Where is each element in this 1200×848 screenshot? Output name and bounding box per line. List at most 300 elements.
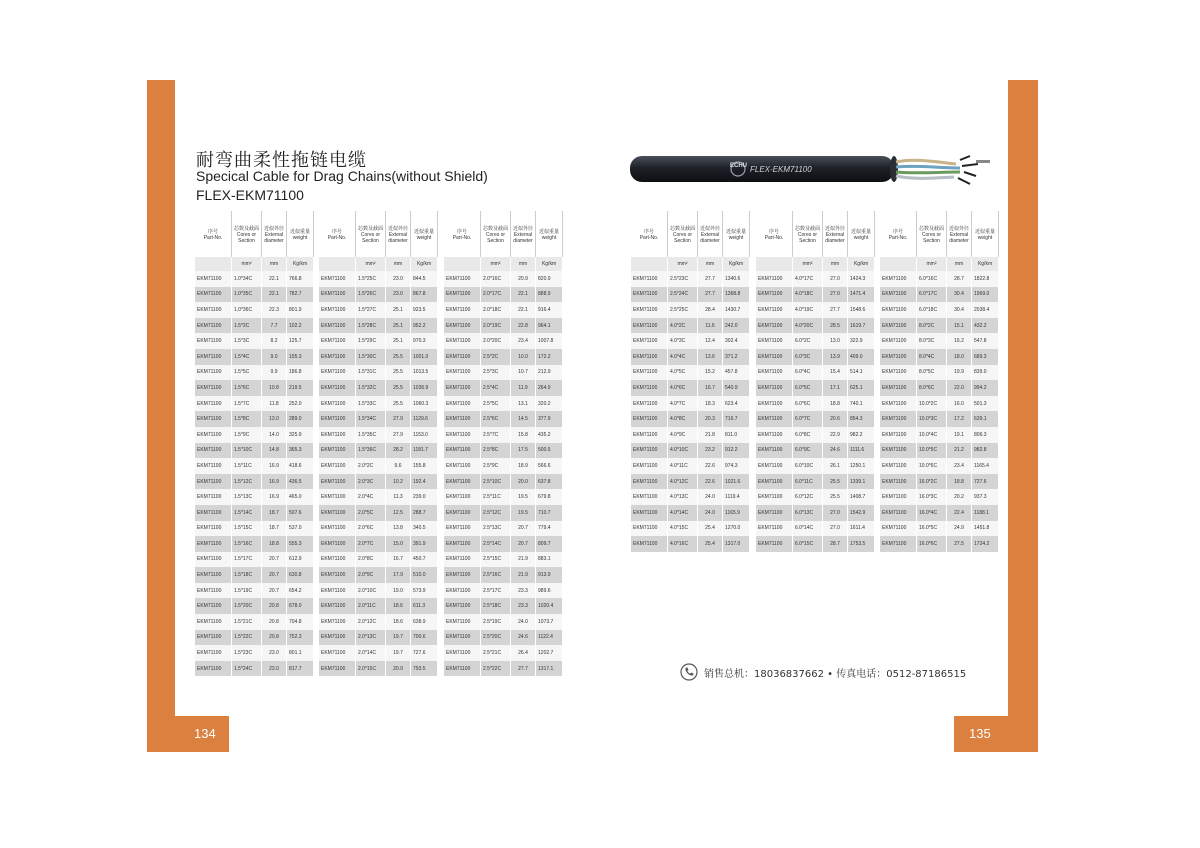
table-cell: 1471.4 bbox=[848, 287, 875, 303]
table-cell: EKM71100 bbox=[195, 287, 232, 303]
table-row bbox=[756, 318, 875, 334]
table-cell: 1.5*7C bbox=[232, 396, 262, 412]
table-cell: EKM71100 bbox=[319, 567, 356, 583]
table-cell: EKM71100 bbox=[195, 614, 232, 630]
table-cell: 2.5*13C bbox=[481, 521, 511, 537]
header-text: Section bbox=[799, 237, 816, 244]
table-cell: 172.2 bbox=[536, 349, 563, 365]
table-cell: 1.5*9C bbox=[232, 427, 262, 443]
table-cell: 6.0*2C bbox=[793, 333, 823, 349]
table-cell: 409.0 bbox=[848, 349, 875, 365]
table-cell: 16.0*2C bbox=[917, 474, 947, 490]
table-header-row bbox=[319, 211, 438, 257]
table-cell: 22.1 bbox=[511, 302, 536, 318]
table-cell: 6.0*15C bbox=[793, 536, 823, 552]
table-cell: 4.0*9C bbox=[668, 427, 698, 443]
table-cell: 27.7 bbox=[698, 287, 723, 303]
table-row bbox=[195, 614, 314, 630]
table-cell: 1122.4 bbox=[536, 630, 563, 646]
units-cell-blank bbox=[756, 257, 793, 271]
header-text: Section bbox=[487, 237, 504, 244]
table-cell: 27.0 bbox=[823, 521, 848, 537]
table-cell: 9.9 bbox=[262, 365, 287, 381]
table-cell: 25.5 bbox=[386, 396, 411, 412]
table-row bbox=[444, 333, 563, 349]
table-cell: 2.5*11C bbox=[481, 489, 511, 505]
table-cell: 2.5*21C bbox=[481, 645, 511, 661]
table-cell: EKM71100 bbox=[631, 505, 668, 521]
table-cell: 1.5*26C bbox=[356, 287, 386, 303]
table-row bbox=[444, 271, 563, 287]
table-row bbox=[195, 302, 314, 318]
table-cell: 377.9 bbox=[536, 411, 563, 427]
header-cell-col3 bbox=[723, 211, 750, 257]
table-cell: 1.5*36C bbox=[356, 443, 386, 459]
header-cell-col0 bbox=[444, 211, 481, 257]
table-cell: EKM71100 bbox=[880, 427, 917, 443]
table-row bbox=[631, 302, 750, 318]
table-cell: 17.9 bbox=[386, 567, 411, 583]
table-row bbox=[756, 521, 875, 537]
header-text: Part-No. bbox=[203, 234, 223, 241]
table-cell: EKM71100 bbox=[631, 380, 668, 396]
table-cell: EKM71100 bbox=[195, 380, 232, 396]
table-cell: EKM71100 bbox=[195, 536, 232, 552]
table-row bbox=[756, 489, 875, 505]
header-text: diameter bbox=[264, 237, 284, 244]
table-cell: 20.8 bbox=[262, 630, 287, 646]
table-cell: 1.0*35C bbox=[232, 287, 262, 303]
table-cell: 16.0*4C bbox=[917, 505, 947, 521]
table-cell: 19.5 bbox=[511, 505, 536, 521]
table-cell: 11.6 bbox=[698, 318, 723, 334]
table-cell: EKM71100 bbox=[756, 380, 793, 396]
table-cell: 510.0 bbox=[411, 567, 438, 583]
table-cell: EKM71100 bbox=[880, 396, 917, 412]
header-cell-col3 bbox=[411, 211, 438, 257]
table-cell: 6.0*14C bbox=[793, 521, 823, 537]
table-cell: 811.0 bbox=[723, 427, 750, 443]
spec-table-3 bbox=[444, 211, 563, 676]
table-cell: 654.2 bbox=[287, 583, 314, 599]
table-cell: EKM71100 bbox=[444, 630, 481, 646]
header-text: Cores or bbox=[797, 231, 818, 238]
table-cell: 264.9 bbox=[536, 380, 563, 396]
table-cell: 2.0*20C bbox=[481, 333, 511, 349]
table-cell: 1001.0 bbox=[411, 349, 438, 365]
table-cell: EKM71100 bbox=[195, 349, 232, 365]
table-row bbox=[195, 396, 314, 412]
table-cell: 1.5*25C bbox=[356, 271, 386, 287]
table-cell: 6.0*3C bbox=[793, 349, 823, 365]
table-cell: 2.0*13C bbox=[356, 630, 386, 646]
table-row bbox=[195, 318, 314, 334]
table-cell: 1250.1 bbox=[848, 458, 875, 474]
table-cell: EKM71100 bbox=[444, 380, 481, 396]
table-row bbox=[756, 287, 875, 303]
table-cell: 20.3 bbox=[698, 411, 723, 427]
table-cell: 20.7 bbox=[511, 521, 536, 537]
table-cell: 288.7 bbox=[411, 505, 438, 521]
header-text: 序号 bbox=[207, 228, 218, 235]
header-text: External bbox=[949, 231, 969, 238]
header-text: Cores or bbox=[236, 231, 257, 238]
header-text: 近似重量 bbox=[726, 228, 747, 235]
table-cell: 4.0*7C bbox=[668, 396, 698, 412]
table-cell: EKM71100 bbox=[195, 630, 232, 646]
table-row bbox=[195, 645, 314, 661]
table-cell: 2.5*3C bbox=[481, 365, 511, 381]
table-cell: 6.0*9C bbox=[793, 443, 823, 459]
table-cell: 16.0*6C bbox=[917, 536, 947, 552]
table-cell: 2.5*8C bbox=[481, 443, 511, 459]
table-cell: 20.6 bbox=[823, 411, 848, 427]
table-cell: 23.0 bbox=[386, 271, 411, 287]
table-row bbox=[444, 536, 563, 552]
table-row bbox=[319, 645, 438, 661]
table-cell: 11.3 bbox=[386, 489, 411, 505]
table-row bbox=[444, 614, 563, 630]
header-text: weight bbox=[416, 234, 432, 241]
table-row bbox=[444, 630, 563, 646]
table-cell: 17.2 bbox=[947, 411, 972, 427]
table-cell: EKM71100 bbox=[756, 333, 793, 349]
header-text: External bbox=[513, 231, 533, 238]
table-row bbox=[880, 271, 999, 287]
table-cell: 15.2 bbox=[698, 365, 723, 381]
table-cell: 500.5 bbox=[536, 443, 563, 459]
units-cell: mm² bbox=[356, 257, 386, 271]
table-cell: 1.5*34C bbox=[356, 411, 386, 427]
table-cell: EKM71100 bbox=[319, 505, 356, 521]
header-text: Section bbox=[238, 237, 255, 244]
table-cell: 21.2 bbox=[947, 443, 972, 459]
table-cell: 2.0*12C bbox=[356, 614, 386, 630]
table-cell: 27.9 bbox=[386, 411, 411, 427]
header-text: 序号 bbox=[643, 228, 654, 235]
table-cell: 1.5*32C bbox=[356, 380, 386, 396]
table-cell: EKM71100 bbox=[444, 427, 481, 443]
table-cell: 2.0*8C bbox=[356, 552, 386, 568]
table-row bbox=[880, 302, 999, 318]
table-cell: 8.2 bbox=[262, 333, 287, 349]
table-cell: 1.5*5C bbox=[232, 365, 262, 381]
table-row bbox=[880, 349, 999, 365]
header-cell-col3 bbox=[536, 211, 563, 257]
table-cell: 212.9 bbox=[536, 365, 563, 381]
table-row bbox=[319, 318, 438, 334]
table-cell: 1.5*35C bbox=[356, 427, 386, 443]
table-cell: 952.2 bbox=[411, 318, 438, 334]
table-cell: 10.0*3C bbox=[917, 411, 947, 427]
table-row bbox=[319, 287, 438, 303]
table-cell: 28.5 bbox=[823, 318, 848, 334]
table-cell: EKM71100 bbox=[880, 443, 917, 459]
units-cell: Kg/km bbox=[723, 257, 750, 271]
table-row bbox=[444, 349, 563, 365]
table-row bbox=[319, 505, 438, 521]
table-cell: EKM71100 bbox=[195, 318, 232, 334]
units-cell: mm bbox=[386, 257, 411, 271]
table-cell: EKM71100 bbox=[756, 521, 793, 537]
table-cell: 555.3 bbox=[287, 536, 314, 552]
table-cell: EKM71100 bbox=[880, 380, 917, 396]
table-cell: EKM71100 bbox=[319, 287, 356, 303]
table-row bbox=[880, 380, 999, 396]
table-cell: 2.0*9C bbox=[356, 567, 386, 583]
table-row bbox=[756, 458, 875, 474]
table-cell: EKM71100 bbox=[444, 333, 481, 349]
table-row bbox=[880, 458, 999, 474]
table-cell: 1.5*27C bbox=[356, 302, 386, 318]
table-cell: 2.0*16C bbox=[481, 271, 511, 287]
table-cell: 1188.1 bbox=[972, 505, 999, 521]
cable-image bbox=[626, 150, 996, 190]
table-cell: 1.5*6C bbox=[232, 380, 262, 396]
header-cell-col1 bbox=[232, 211, 262, 257]
table-cell: EKM71100 bbox=[631, 271, 668, 287]
table-cell: 15.4 bbox=[823, 365, 848, 381]
table-cell: 16.0*3C bbox=[917, 489, 947, 505]
header-cell-col0 bbox=[756, 211, 793, 257]
table-cell: 2.0*2C bbox=[356, 458, 386, 474]
header-text: 芯数及截面 bbox=[919, 225, 945, 232]
table-cell: 793.5 bbox=[411, 661, 438, 677]
table-cell: EKM71100 bbox=[444, 396, 481, 412]
table-cell: 4.0*8C bbox=[668, 411, 698, 427]
table-cell: 4.0*18C bbox=[793, 287, 823, 303]
table-cell: 1.5*2C bbox=[232, 318, 262, 334]
table-cell: 1111.6 bbox=[848, 443, 875, 459]
table-cell: 1270.0 bbox=[723, 521, 750, 537]
table-cell: EKM71100 bbox=[319, 396, 356, 412]
spec-table-2 bbox=[319, 211, 438, 676]
table-cell: EKM71100 bbox=[756, 349, 793, 365]
table-cell: 27.0 bbox=[823, 271, 848, 287]
table-cell: EKM71100 bbox=[880, 349, 917, 365]
table-cell: 22.1 bbox=[511, 287, 536, 303]
header-cell-col2 bbox=[698, 211, 723, 257]
header-text: 芯数及截面 bbox=[483, 225, 509, 232]
table-cell: EKM71100 bbox=[195, 661, 232, 677]
header-cell-col1 bbox=[668, 211, 698, 257]
table-cell: 716.7 bbox=[723, 411, 750, 427]
table-cell: EKM71100 bbox=[444, 645, 481, 661]
table-cell: 21.9 bbox=[511, 552, 536, 568]
table-cell: EKM71100 bbox=[319, 614, 356, 630]
table-cell: 25.5 bbox=[823, 489, 848, 505]
table-cell: 18.8 bbox=[262, 536, 287, 552]
table-header-row bbox=[631, 211, 750, 257]
table-cell: 1202.7 bbox=[536, 645, 563, 661]
table-row bbox=[880, 287, 999, 303]
table-cell: 2.5*16C bbox=[481, 567, 511, 583]
table-row bbox=[756, 302, 875, 318]
table-cell: EKM71100 bbox=[756, 536, 793, 552]
header-cell-col0 bbox=[631, 211, 668, 257]
header-text: weight bbox=[541, 234, 557, 241]
table-row bbox=[195, 349, 314, 365]
table-cell: EKM71100 bbox=[880, 318, 917, 334]
table-cell: 13.0 bbox=[823, 333, 848, 349]
table-cell: 2.0*18C bbox=[481, 302, 511, 318]
table-cell: 15.8 bbox=[511, 427, 536, 443]
header-text: Part-No. bbox=[764, 234, 784, 241]
phone-icon bbox=[680, 663, 698, 681]
table-cell: 102.2 bbox=[287, 318, 314, 334]
table-cell: 2.5*25C bbox=[668, 302, 698, 318]
table-cell: EKM71100 bbox=[195, 645, 232, 661]
table-cell: 2.5*15C bbox=[481, 552, 511, 568]
table-cell: 8.0*2C bbox=[917, 318, 947, 334]
table-row bbox=[880, 396, 999, 412]
table-cell: 994.2 bbox=[972, 380, 999, 396]
table-row bbox=[319, 302, 438, 318]
table-cell: 4.0*15C bbox=[668, 521, 698, 537]
table-cell: 752.3 bbox=[287, 630, 314, 646]
header-text: External bbox=[264, 231, 284, 238]
header-cell-col2 bbox=[262, 211, 287, 257]
table-row bbox=[631, 474, 750, 490]
header-cell-col2 bbox=[947, 211, 972, 257]
table-row bbox=[880, 365, 999, 381]
table-row bbox=[631, 489, 750, 505]
table-row bbox=[631, 521, 750, 537]
table-row bbox=[195, 598, 314, 614]
table-cell: 1.5*24C bbox=[232, 661, 262, 677]
table-cell: 883.1 bbox=[536, 552, 563, 568]
table-row bbox=[195, 333, 314, 349]
table-cell: 25.5 bbox=[386, 365, 411, 381]
table-cell: 30.4 bbox=[947, 302, 972, 318]
table-units-row bbox=[631, 257, 750, 271]
table-cell: 1020.4 bbox=[536, 598, 563, 614]
table-cell: 10.0*6C bbox=[917, 458, 947, 474]
table-cell: 4.0*4C bbox=[668, 349, 698, 365]
table-cell: 806.3 bbox=[972, 427, 999, 443]
table-cell: 18.3 bbox=[698, 396, 723, 412]
table-row bbox=[319, 489, 438, 505]
table-cell: 8.0*5C bbox=[917, 365, 947, 381]
table-cell: 888.9 bbox=[536, 287, 563, 303]
table-cell: 2.0*3C bbox=[356, 474, 386, 490]
table-cell: 2.5*4C bbox=[481, 380, 511, 396]
table-cell: EKM71100 bbox=[444, 614, 481, 630]
header-text: Section bbox=[923, 237, 940, 244]
table-cell: 1.5*17C bbox=[232, 552, 262, 568]
header-cell-col1 bbox=[793, 211, 823, 257]
table-cell: 6.0*4C bbox=[793, 365, 823, 381]
table-cell: EKM71100 bbox=[444, 349, 481, 365]
table-cell: 727.6 bbox=[972, 474, 999, 490]
table-cell: 1.5*29C bbox=[356, 333, 386, 349]
table-row bbox=[444, 489, 563, 505]
table-row bbox=[319, 411, 438, 427]
table-cell: EKM71100 bbox=[444, 302, 481, 318]
table-cell: 1424.3 bbox=[848, 271, 875, 287]
table-cell: 4.0*10C bbox=[668, 443, 698, 459]
table-row bbox=[880, 474, 999, 490]
table-row bbox=[631, 411, 750, 427]
table-cell: 19.7 bbox=[386, 630, 411, 646]
header-cell-col3 bbox=[287, 211, 314, 257]
table-cell: 6.0*7C bbox=[793, 411, 823, 427]
table-cell: 23.4 bbox=[947, 458, 972, 474]
table-cell: 465.0 bbox=[287, 489, 314, 505]
table-cell: 1.5*31C bbox=[356, 365, 386, 381]
table-cell: 501.3 bbox=[972, 396, 999, 412]
table-cell: 155.3 bbox=[287, 349, 314, 365]
table-cell: 22.1 bbox=[262, 271, 287, 287]
table-cell: 537.0 bbox=[287, 521, 314, 537]
table-cell: 1822.8 bbox=[972, 271, 999, 287]
table-cell: EKM71100 bbox=[880, 365, 917, 381]
cable-logo-text: ECHU bbox=[730, 163, 748, 169]
table-row bbox=[880, 536, 999, 552]
table-cell: 371.2 bbox=[723, 349, 750, 365]
table-cell: EKM71100 bbox=[880, 505, 917, 521]
header-text: 近似外径 bbox=[264, 225, 285, 232]
table-cell: EKM71100 bbox=[319, 302, 356, 318]
header-cell-col1 bbox=[481, 211, 511, 257]
table-cell: 22.3 bbox=[262, 302, 287, 318]
table-cell: 1.5*14C bbox=[232, 505, 262, 521]
table-cell: 2.0*10C bbox=[356, 583, 386, 599]
left-page-orange-bar bbox=[147, 80, 175, 752]
table-cell: 418.6 bbox=[287, 458, 314, 474]
table-cell: 14.0 bbox=[262, 427, 287, 443]
table-cell: 25.5 bbox=[386, 349, 411, 365]
table-row bbox=[444, 583, 563, 599]
right-page-orange-bar bbox=[1008, 80, 1038, 752]
table-cell: 507.6 bbox=[287, 505, 314, 521]
table-row bbox=[319, 365, 438, 381]
table-cell: EKM71100 bbox=[319, 630, 356, 646]
table-row bbox=[756, 396, 875, 412]
table-cell: 10.0*4C bbox=[917, 427, 947, 443]
table-cell: 1.5*13C bbox=[232, 489, 262, 505]
header-text: 近似外径 bbox=[700, 225, 721, 232]
table-row bbox=[444, 302, 563, 318]
table-header-row bbox=[880, 211, 999, 257]
table-row bbox=[756, 271, 875, 287]
units-cell: mm bbox=[823, 257, 848, 271]
table-row bbox=[195, 630, 314, 646]
table-cell: EKM71100 bbox=[319, 349, 356, 365]
table-cell: 2.5*20C bbox=[481, 630, 511, 646]
table-cell: 1073.7 bbox=[536, 614, 563, 630]
table-cell: 11.8 bbox=[262, 396, 287, 412]
header-text: diameter bbox=[825, 237, 845, 244]
table-row bbox=[195, 271, 314, 287]
table-cell: EKM71100 bbox=[756, 443, 793, 459]
table-cell: 801.9 bbox=[287, 302, 314, 318]
table-cell: 1753.5 bbox=[848, 536, 875, 552]
table-cell: 1.0*36C bbox=[232, 302, 262, 318]
table-cell: 2.5*14C bbox=[481, 536, 511, 552]
table-cell: 436.5 bbox=[287, 474, 314, 490]
table-cell: 20.7 bbox=[262, 583, 287, 599]
table-cell: 630.8 bbox=[287, 567, 314, 583]
table-cell: 28.2 bbox=[386, 443, 411, 459]
units-cell: Kg/km bbox=[848, 257, 875, 271]
header-text: External bbox=[388, 231, 408, 238]
table-row bbox=[756, 443, 875, 459]
table-cell: 13.8 bbox=[386, 521, 411, 537]
table-cell: EKM71100 bbox=[195, 333, 232, 349]
table-row bbox=[195, 380, 314, 396]
table-cell: EKM71100 bbox=[195, 552, 232, 568]
